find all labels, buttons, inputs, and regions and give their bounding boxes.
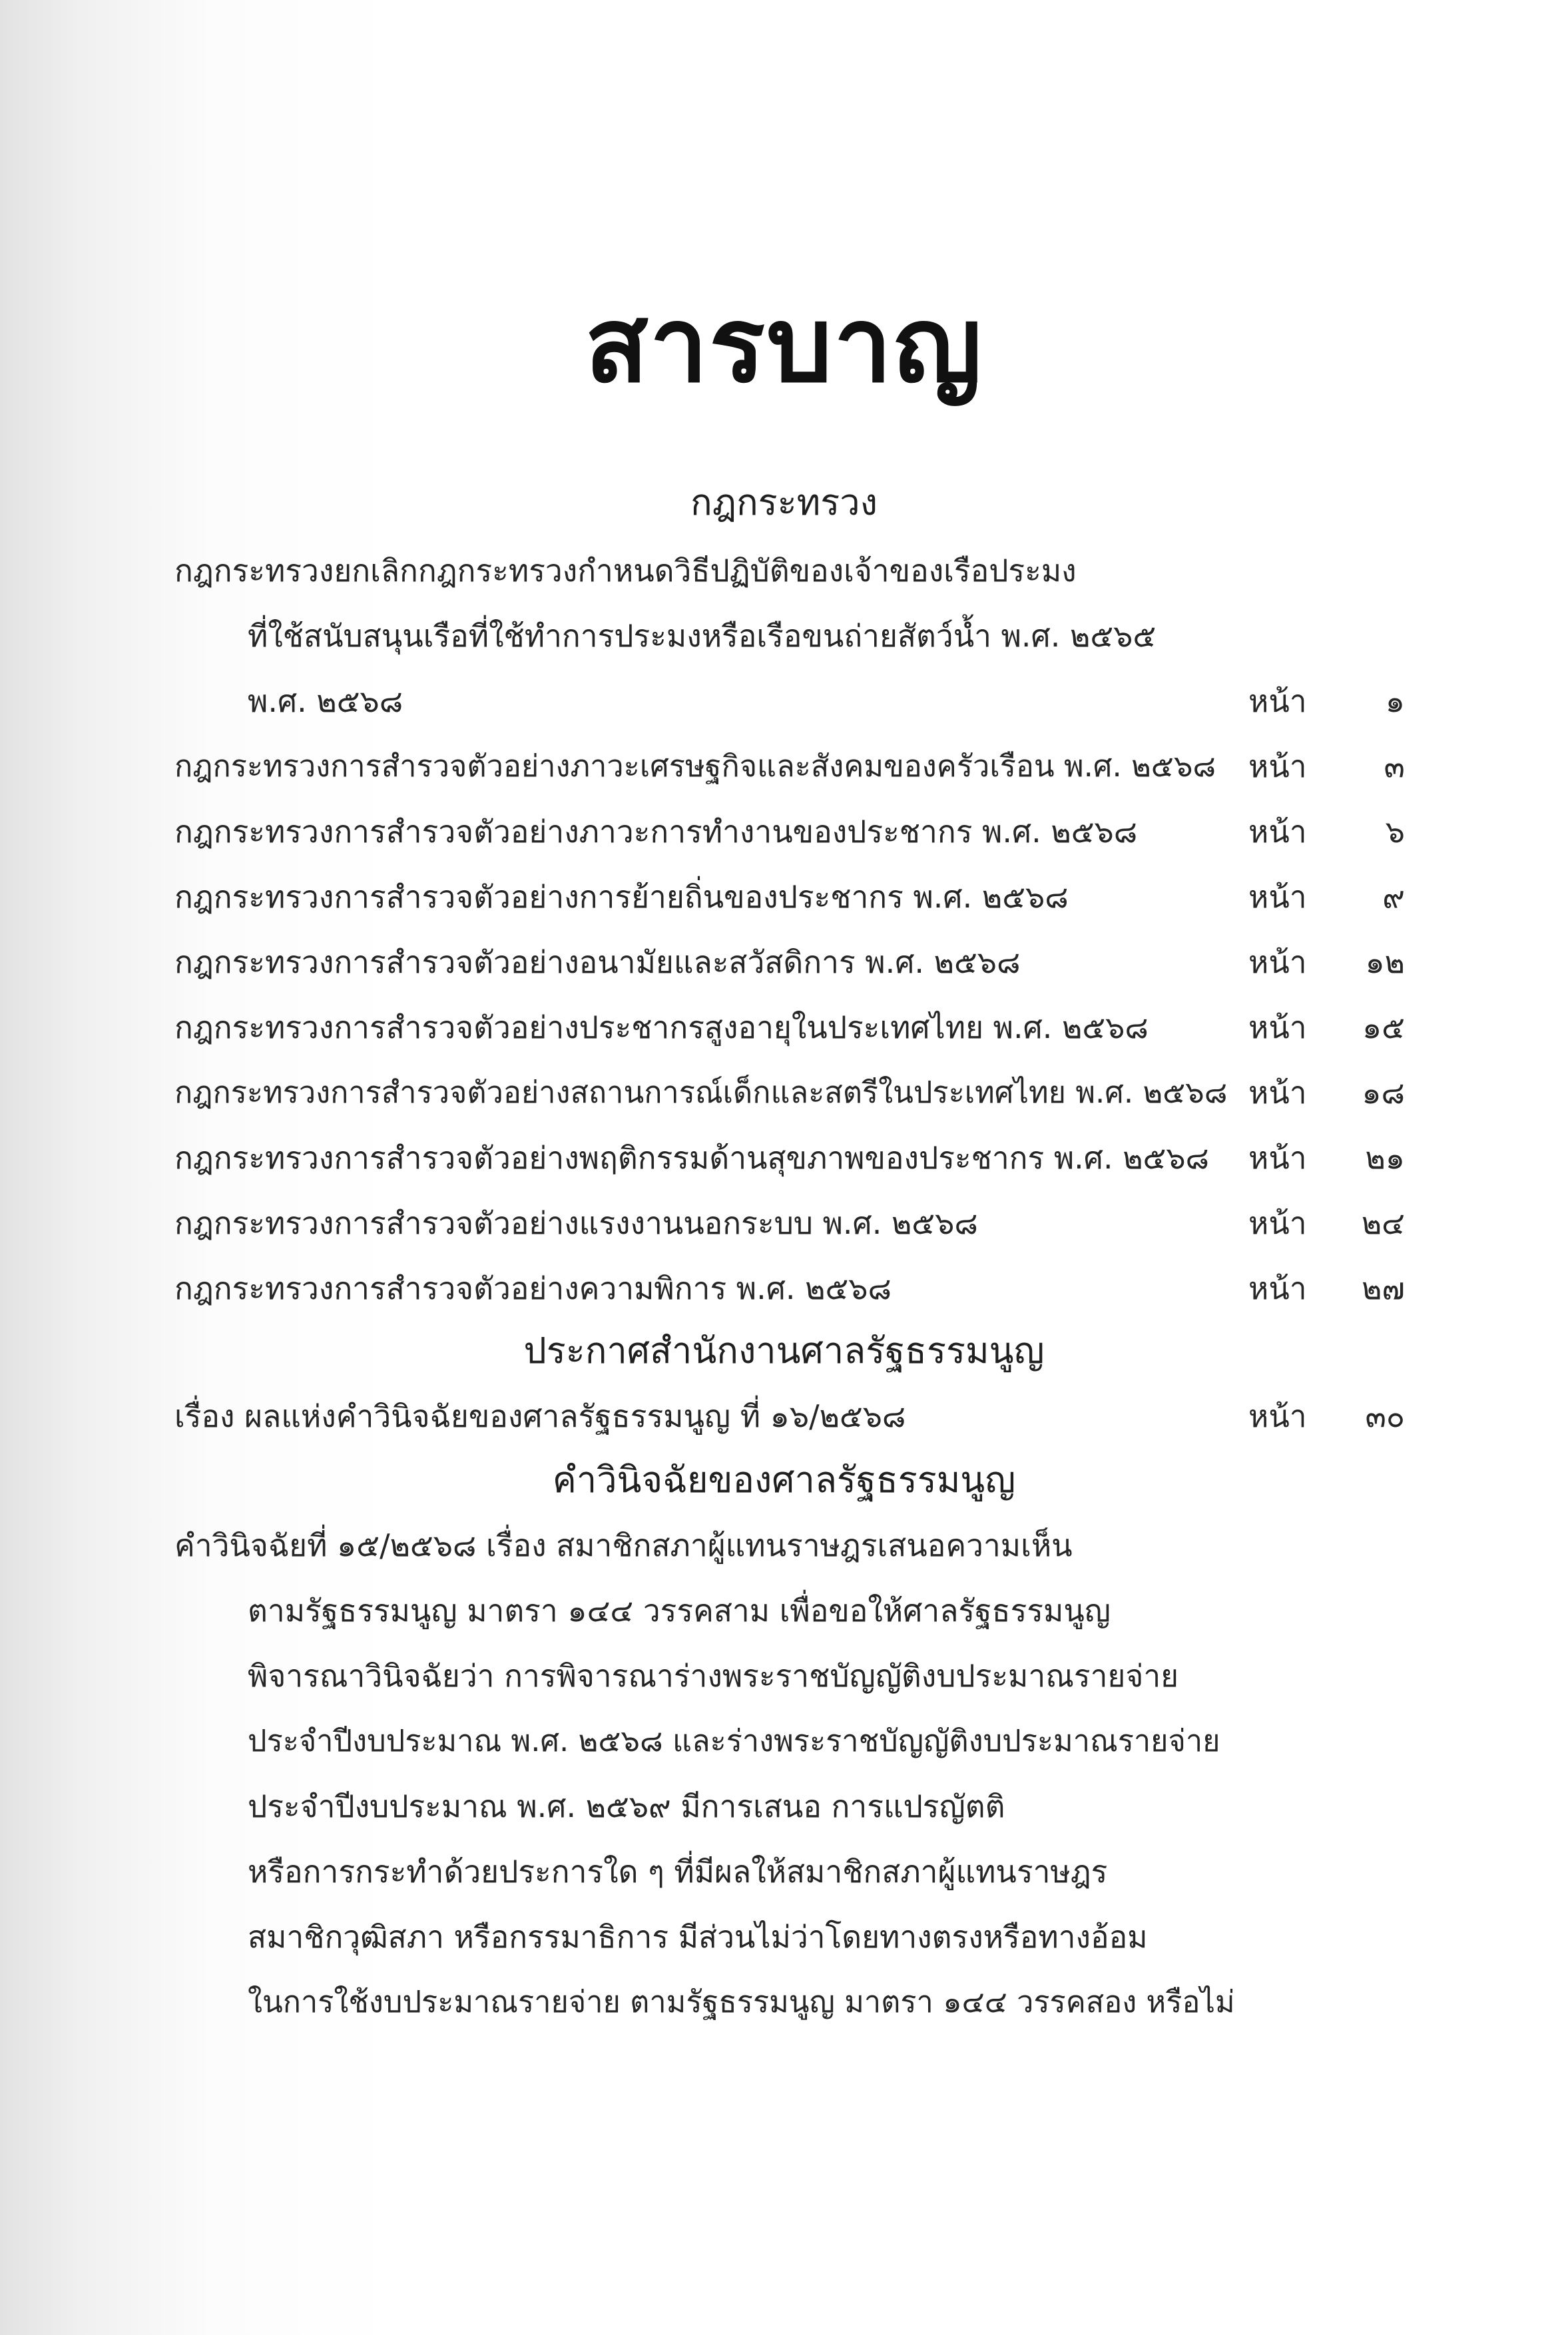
toc-entry-text: กฎกระทรวงการสำรวจตัวอย่างสถานการณ์เด็กและสตรีในประเทศไทย พ.ศ. ๒๕๖๘ xyxy=(174,1075,1228,1110)
toc-page-label: หน้า xyxy=(1248,1075,1307,1111)
toc-page-number: ๑๕ xyxy=(1362,1009,1405,1045)
toc-page-number: ๓ xyxy=(1384,748,1405,784)
toc-entry-text: กฎกระทรวงการสำรวจตัวอย่างความพิการ พ.ศ. ๒๕๖๘ xyxy=(174,1270,892,1306)
toc-entry-text: กฎกระทรวงการสำรวจตัวอย่างอนามัยและสวัสดิการ พ.ศ. ๒๕๖๘ xyxy=(174,944,1021,980)
ruling-line: พิจารณาวินิจฉัยว่า การพิจารณาร่างพระราชบัญญัติงบประมาณรายจ่าย xyxy=(248,1658,1179,1694)
section-heading-court-rulings: คำวินิจฉัยของศาลรัฐธรรมนูญ xyxy=(552,1459,1016,1501)
section-heading-ministerial-regulations: กฎกระทรวง xyxy=(690,481,878,523)
toc-page-label: หน้า xyxy=(1248,683,1307,719)
ruling-line: ประจำปีงบประมาณ พ.ศ. ๒๕๖๘ และร่างพระราชบัญญัติงบประมาณรายจ่าย xyxy=(248,1723,1220,1758)
toc-page-label: หน้า xyxy=(1248,814,1307,850)
toc-entry-text: กฎกระทรวงการสำรวจตัวอย่างภาวะเศรษฐกิจและสังคมของครัวเรือน พ.ศ. ๒๕๖๘ xyxy=(174,748,1216,784)
toc-page-number: ๓๐ xyxy=(1365,1398,1405,1434)
toc-page-label: หน้า xyxy=(1248,1009,1307,1045)
toc-page-label: หน้า xyxy=(1248,879,1307,915)
ruling-line: คำวินิจฉัยที่ ๑๕/๒๕๖๘ เรื่อง สมาชิกสภาผู้แทนราษฎรเสนอความเห็น xyxy=(174,1527,1073,1563)
toc-entry-text: กฎกระทรวงการสำรวจตัวอย่างพฤติกรรมด้านสุขภาพของประชากร พ.ศ. ๒๕๖๘ xyxy=(174,1140,1210,1176)
ruling-line: สมาชิกวุฒิสภา หรือกรรมาธิการ มีส่วนไม่ว่าโดยทางตรงหรือทางอ้อม xyxy=(248,1919,1148,1955)
ruling-line: ตามรัฐธรรมนูญ มาตรา ๑๔๔ วรรคสาม เพื่อขอให้ศาลรัฐธรรมนูญ xyxy=(248,1593,1111,1629)
toc-page-label: หน้า xyxy=(1248,1270,1307,1306)
page-title: สารบาญ xyxy=(585,284,983,405)
toc-entry-text: เรื่อง ผลแห่งคำวินิจฉัยของศาลรัฐธรรมนูญ ที่ ๑๖/๒๕๖๘ xyxy=(174,1398,906,1434)
toc-page-number: ๖ xyxy=(1385,814,1405,850)
ruling-line: ประจำปีงบประมาณ พ.ศ. ๒๕๖๙ มีการเสนอ การแปรญัตติ xyxy=(248,1788,1005,1824)
toc-page-number: ๒๗ xyxy=(1362,1270,1405,1306)
ruling-line: หรือการกระทำด้วยประการใด ๆ ที่มีผลให้สมาชิกสภาผู้แทนราษฎร xyxy=(248,1854,1108,1890)
toc-page-label: หน้า xyxy=(1248,1398,1307,1434)
toc-page-label: หน้า xyxy=(1248,748,1307,784)
toc-entry-text: กฎกระทรวงการสำรวจตัวอย่างประชากรสูงอายุในประเทศไทย พ.ศ. ๒๕๖๘ xyxy=(174,1009,1149,1045)
toc-page-number: ๑๒ xyxy=(1365,944,1405,980)
toc-page-number: ๒๑ xyxy=(1365,1140,1405,1176)
ruling-line: ในการใช้งบประมาณรายจ่าย ตามรัฐธรรมนูญ มาตรา ๑๔๔ วรรคสอง หรือไม่ xyxy=(248,1984,1235,2019)
toc-page-number: ๑๘ xyxy=(1362,1075,1405,1111)
toc-entry-text: กฎกระทรวงการสำรวจตัวอย่างแรงงานนอกระบบ พ.ศ. ๒๕๖๘ xyxy=(174,1205,978,1241)
toc-page-number: ๙ xyxy=(1382,879,1405,915)
section-heading-court-office-announcement: ประกาศสำนักงานศาลรัฐธรรมนูญ xyxy=(523,1330,1045,1372)
toc-entry-1-line-2: ที่ใช้สนับสนุนเรือที่ใช้ทำการประมงหรือเรือขนถ่ายสัตว์น้ำ พ.ศ. ๒๕๖๕ xyxy=(248,618,1157,654)
toc-entry-text: กฎกระทรวงการสำรวจตัวอย่างการย้ายถิ่นของประชากร พ.ศ. ๒๕๖๘ xyxy=(174,879,1069,915)
toc-page-label: หน้า xyxy=(1248,1205,1307,1241)
toc-page-label: หน้า xyxy=(1248,944,1307,980)
toc-entry-1-line-3: พ.ศ. ๒๕๖๘ xyxy=(248,683,403,719)
toc-page-number: ๒๔ xyxy=(1361,1205,1405,1241)
toc-entry-text: กฎกระทรวงการสำรวจตัวอย่างภาวะการทำงานของประชากร พ.ศ. ๒๕๖๘ xyxy=(174,814,1138,850)
toc-page-label: หน้า xyxy=(1248,1140,1307,1176)
toc-page-number: ๑ xyxy=(1385,683,1405,719)
toc-entry-1-line-1: กฎกระทรวงยกเลิกกฎกระทรวงกำหนดวิธีปฏิบัติของเจ้าของเรือประมง xyxy=(174,553,1077,589)
